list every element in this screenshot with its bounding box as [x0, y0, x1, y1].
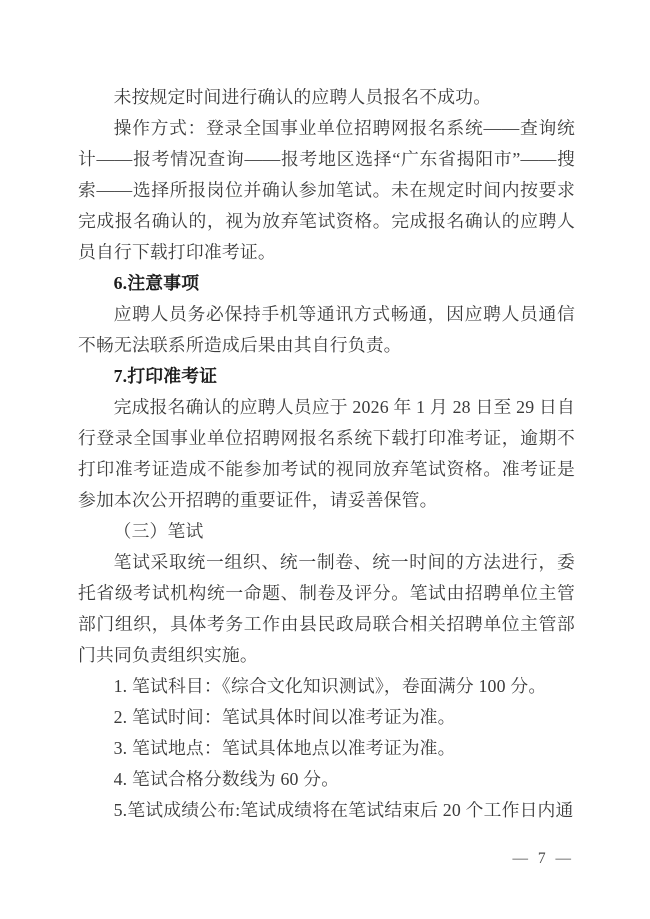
- subsection-written-test: （三）笔试: [113, 521, 204, 541]
- para-written-test-organization: 笔试采取统一组织、统一制卷、统一时间的方法进行，委托省级考试机构统一命题、制卷及评分。笔试由招聘单位主管部门组织，具体考务工作由县民政局联合相关招聘单位主管部门共同负责组织实施。: [78, 552, 575, 665]
- list-item-score-release: 5.笔试成绩公布:笔试成绩将在笔试结束后 20 个工作日内通: [113, 800, 574, 820]
- page-number: — 7 —: [512, 850, 574, 867]
- list-item-test-time: 2. 笔试时间：笔试具体时间以准考证为准。: [113, 707, 456, 727]
- list-item-test-subject: 1. 笔试科目：《综合文化知识测试》，卷面满分 100 分。: [113, 676, 547, 696]
- list-item-pass-line: 4. 笔试合格分数线为 60 分。: [113, 769, 340, 789]
- heading-print-admission-ticket: 7.打印准考证: [113, 366, 218, 386]
- para-notes-body: 应聘人员务必保持手机等通讯方式畅通，因应聘人员通信不畅无法联系所造成后果由其自行负责。: [78, 304, 575, 355]
- document-body: [78, 82, 575, 826]
- para-confirm-fail: 未按规定时间进行确认的应聘人员报名不成功。: [113, 87, 492, 107]
- para-operation-method: 操作方式：登录全国事业单位招聘网报名系统——查询统计——报考情况查询——报考地区选择“广东省揭阳市”——搜索——选择所报岗位并确认参加笔试。未在规定时间内按要求完成报名确认的，视为放弃笔试资格。完成报名确认的应聘人员自行下载打印准考证。: [78, 118, 575, 262]
- para-print-admission-ticket-body: 完成报名确认的应聘人员应于 2026 年 1 月 28 日至 29 日自行登录全国事业单位招聘网报名系统下载打印准考证，逾期不打印准考证造成不能参加考试的视同放弃笔试资格。准考证是参加本次公开招聘的重要证件，请妥善保管。: [78, 397, 575, 510]
- list-item-test-location: 3. 笔试地点：笔试具体地点以准考证为准。: [113, 738, 456, 758]
- heading-notes: 6.注意事项: [113, 273, 200, 293]
